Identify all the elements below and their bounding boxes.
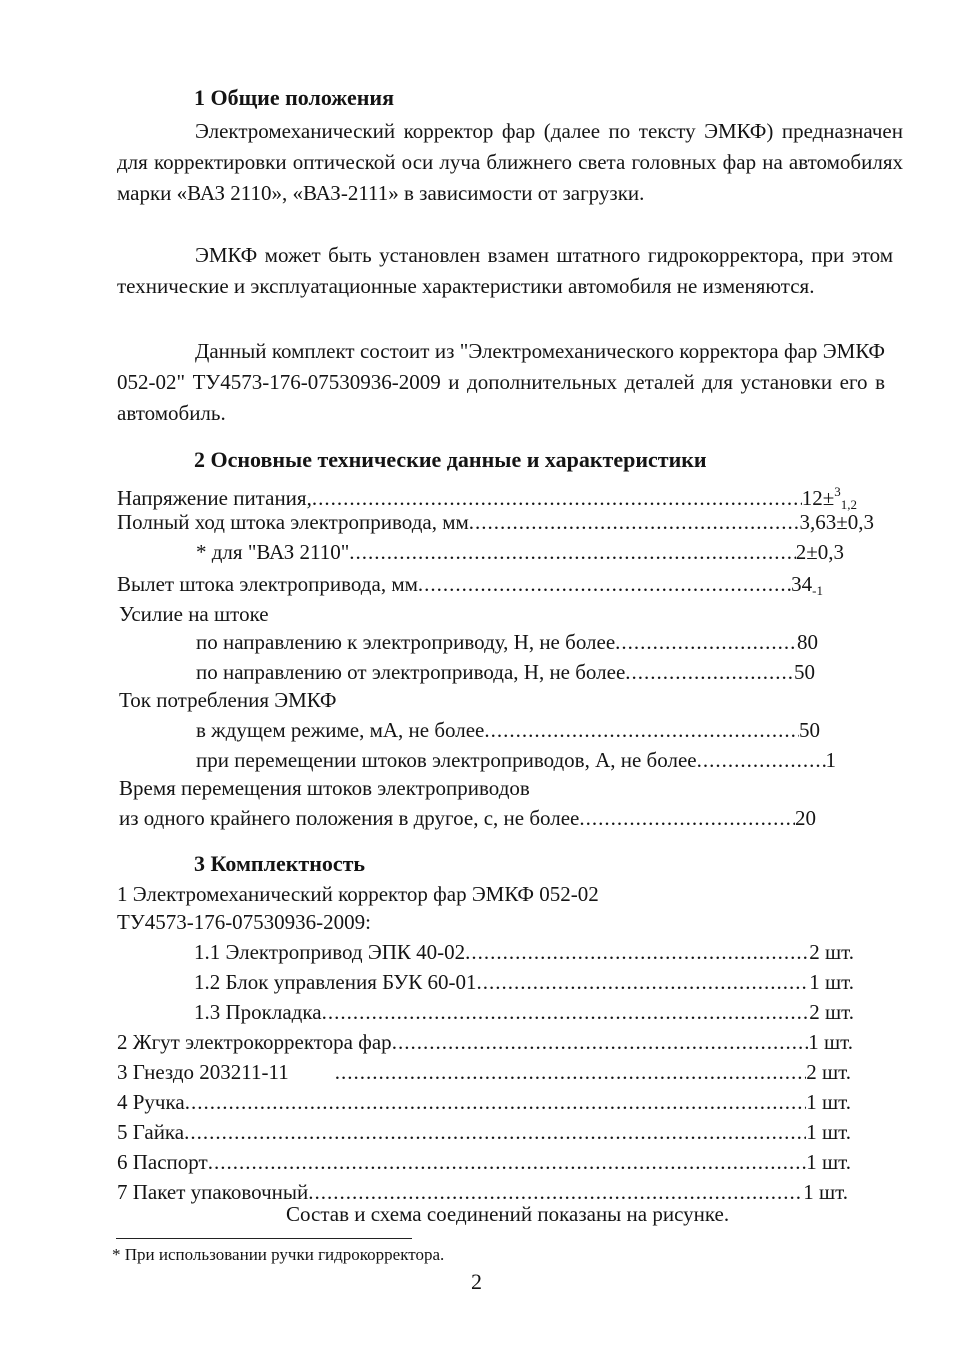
spec-row-current-standby: [196, 716, 820, 744]
spec-label: * для "ВАЗ 2110": [196, 540, 350, 564]
spec-label: из одного крайнего положения в другое, с, не более: [119, 806, 580, 830]
kit-row-1-2: [194, 968, 854, 996]
section-1-paragraph-3: Данный комплект состоит из "Электромеханического корректора фар ЭМКФ 052-02" ТУ4573-176-07530936-2009 и дополнительных деталей для установки его в автомобиль.: [117, 339, 885, 425]
spec-value: 2±0,3: [795, 540, 844, 564]
leader-dots: [335, 1058, 807, 1086]
kit-label: 5 Гайка: [117, 1120, 185, 1144]
leader-dots: [615, 628, 797, 656]
kit-label: 1.2 Блок управления БУК 60-01: [194, 970, 477, 994]
leader-dots: [418, 570, 791, 598]
spec-value: 80: [797, 630, 818, 654]
kit-row-3: [117, 1058, 851, 1086]
kit-row-4: [117, 1088, 851, 1116]
spec-row-time: [119, 804, 816, 832]
kit-label: 1.3 Прокладка: [194, 1000, 322, 1024]
spec-label: при перемещении штоков электроприводов, А, не более: [196, 748, 697, 772]
kit-value: 2 шт.: [809, 940, 854, 964]
leader-dots: [625, 658, 794, 686]
spec-value: 3,63±0,3: [799, 510, 874, 534]
spec-label-current: Ток потребления ЭМКФ: [119, 688, 337, 712]
leader-dots: [477, 968, 810, 996]
section-3-heading: 3 Комплектность: [194, 851, 366, 876]
kit-value: 1 шт.: [806, 1120, 851, 1144]
section-1-paragraph-2: ЭМКФ может быть установлен взамен штатного гидрокорректора, при этом технические и эксплуатационные характеристики автомобиля не изменяются.: [117, 243, 893, 298]
section-1-paragraph-1: Электромеханический корректор фар (далее по тексту ЭМКФ) предназначен для корректировки оптической оси луча ближнего света головных фар на автомобилях марки «ВАЗ 2110», «ВАЗ-2111» в зависимости от загрузки.: [117, 119, 903, 205]
kit-value: 2 шт.: [809, 1000, 854, 1024]
spec-row-stroke: [117, 508, 874, 536]
spec-value: 12±$^3_{1,2}$: [801, 484, 857, 512]
spec-row-current-moving: [196, 746, 836, 774]
kit-row-5: [117, 1118, 851, 1146]
kit-value: 1 шт.: [808, 1030, 853, 1054]
leader-dots: [349, 538, 795, 566]
kit-item-1-line-2: ТУ4573-176-07530936-2009:: [117, 910, 372, 934]
kit-note: Состав и схема соединений показаны на рисунке.: [286, 1202, 730, 1226]
leader-dots: [484, 716, 799, 744]
spec-value: 50: [799, 718, 820, 742]
kit-value: 1 шт.: [809, 970, 854, 994]
kit-row-1-1: [194, 938, 854, 966]
kit-label: 6 Паспорт: [117, 1150, 208, 1174]
kit-value: 1 шт.: [806, 1090, 851, 1114]
spec-label-force: Усилие на штоке: [119, 602, 269, 626]
kit-label: 2 Жгут электрокорректора фар: [117, 1030, 392, 1054]
spec-value: 50: [794, 660, 815, 684]
kit-row-1-3: [194, 998, 854, 1026]
spec-label: Напряжение питания,: [117, 486, 312, 510]
spec-row-force-to: [196, 628, 818, 656]
leader-dots: [579, 804, 795, 832]
leader-dots: [465, 938, 809, 966]
spec-row-force-from: [196, 658, 815, 686]
spec-row-stroke-vaz: [196, 538, 844, 566]
spec-label: по направлению к электроприводу, Н, не более: [196, 630, 616, 654]
kit-item-1-line-1: 1 Электромеханический корректор фар ЭМКФ 052-02: [117, 882, 599, 906]
spec-label: Полный ход штока электропривода, мм: [117, 510, 469, 534]
kit-label: 4 Ручка: [117, 1090, 185, 1114]
spec-label: в ждущем режиме, мА, не более: [196, 718, 485, 742]
kit-row-6: [117, 1148, 851, 1176]
leader-dots: [322, 998, 810, 1026]
leader-dots: [697, 746, 826, 774]
leader-dots: [208, 1148, 807, 1176]
page-number: 2: [471, 1269, 482, 1294]
spec-label: Вылет штока электропривода, мм: [117, 572, 418, 596]
kit-label: 3 Гнездо 203211-11: [117, 1060, 289, 1084]
kit-value: 2 шт.: [806, 1060, 851, 1084]
kit-value: 1 шт.: [806, 1150, 851, 1174]
spec-label: по направлению от электропривода, Н, не более: [196, 660, 626, 684]
spec-label-time: Время перемещения штоков электроприводов: [119, 776, 530, 800]
section-1-heading: 1 Общие положения: [194, 85, 394, 110]
kit-value: 1 шт.: [803, 1180, 848, 1204]
spec-value: $34_{-1}$: [791, 572, 823, 598]
spec-value: 20: [795, 806, 816, 830]
kit-label: 1.1 Электропривод ЭПК 40-02: [194, 940, 466, 964]
footnote-divider: [116, 1238, 412, 1239]
footnote: * При использовании ручки гидрокорректора.: [112, 1245, 445, 1264]
section-2-heading: 2 Основные технические данные и характеристики: [194, 447, 707, 472]
kit-row-2: [117, 1028, 853, 1056]
spec-value: 1: [825, 748, 836, 772]
leader-dots: [392, 1028, 809, 1056]
leader-dots: [184, 1118, 806, 1146]
kit-label: 7 Пакет упаковочный: [117, 1180, 309, 1204]
leader-dots: [469, 508, 800, 536]
leader-dots: [185, 1088, 807, 1116]
